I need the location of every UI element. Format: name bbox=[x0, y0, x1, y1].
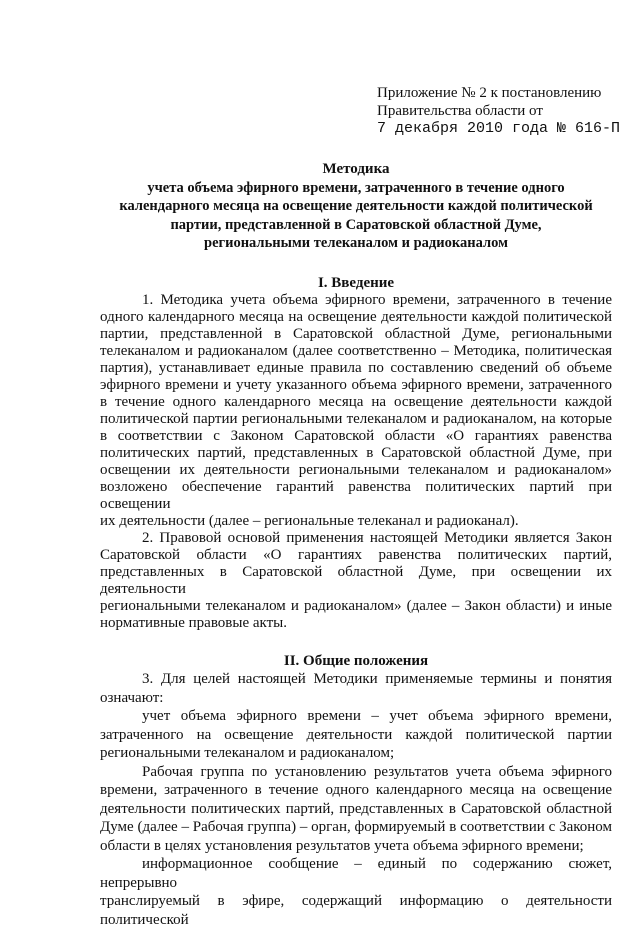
text-line: времени, затраченного в течение одного календарного месяца на освещение bbox=[100, 782, 612, 799]
text-line: их деятельности (далее – региональные телеканал и радиоканал). bbox=[100, 512, 519, 529]
text-line: транслируемый в эфире, содержащий информацию о деятельности политической bbox=[100, 893, 612, 928]
header-date-line: 7 декабря 2010 года № 616-П bbox=[377, 120, 621, 137]
appendix-header bbox=[377, 84, 632, 138]
section-heading: I. Введение bbox=[317, 274, 395, 291]
title-line: учета объема эфирного времени, затраченного в течение одного bbox=[147, 179, 565, 196]
text-line: Рабочая группа по установлению результатов учета объема эфирного bbox=[142, 763, 612, 780]
section-introduction bbox=[100, 275, 612, 632]
section-general-provisions bbox=[100, 652, 612, 929]
text-line: 1. Методика учета объема эфирного времени, затраченного в течение bbox=[142, 291, 612, 308]
text-line: деятельности политических партий, представленных в Саратовской областной bbox=[100, 800, 612, 817]
text-line: информационное сообщение – единый по содержанию сюжет, непрерывно bbox=[100, 856, 612, 891]
document-title bbox=[100, 160, 612, 253]
text-line: политической партии региональными телеканалом и радиоканалом, на которые bbox=[100, 410, 612, 427]
text-line: партии, представленной в Саратовской областной Думе, региональными bbox=[100, 325, 612, 342]
text-line: области в целях установления результатов учета объема эфирного времени; bbox=[100, 837, 584, 854]
title-line: календарного месяца на освещение деятельности каждой политической bbox=[119, 198, 593, 215]
text-line: освещении их деятельности региональными телеканалом и радиоканалом» bbox=[100, 461, 612, 478]
title-line: региональными телеканалом и радиоканалом bbox=[204, 235, 508, 252]
text-line: региональными телеканалом и радиоканалом; bbox=[100, 745, 395, 762]
text-line: означают: bbox=[100, 689, 164, 706]
text-line: в соответствии с Законом Саратовской области «О гарантиях равенства bbox=[100, 427, 612, 444]
text-line: в течение одного календарного месяца на освещение деятельности каждой bbox=[100, 393, 612, 410]
text-line: затраченного на освещение деятельности каждой политической партии bbox=[100, 726, 612, 743]
text-line: нормативные правовые акты. bbox=[100, 614, 288, 631]
text-line: политических партий, представленных в Саратовской областной Думе, при bbox=[100, 444, 612, 461]
text-line: возложено обеспечение гарантий равенства политических партий при освещении bbox=[100, 478, 612, 512]
text-line: одного календарного месяца на освещение деятельности каждой политической bbox=[100, 308, 612, 325]
text-line: учет объема эфирного времени – учет объема эфирного времени, bbox=[142, 708, 612, 725]
text-line: Думе (далее – Рабочая группа) – орган, формируемый в соответствии с Законом bbox=[100, 819, 612, 836]
header-line: Правительства области от bbox=[377, 103, 543, 119]
text-line: 2. Правовой основой применения настоящей Методики является Закон bbox=[142, 529, 612, 546]
text-line: телеканалом и радиоканалом (далее соответственно – Методика, политическая bbox=[100, 342, 612, 359]
title-line: Методика bbox=[322, 161, 390, 177]
text-line: партия), устанавливает единые правила по составлению сведений об объеме bbox=[100, 359, 612, 376]
text-line: представленных в Саратовской областной Думе, при освещении их деятельности bbox=[100, 563, 612, 597]
text-line: эфирного времени и учету указанного объема эфирного времени, затраченного bbox=[100, 376, 612, 393]
text-line: региональными телеканалом и радиоканалом» (далее – Закон области) и иные bbox=[100, 597, 612, 614]
text-line: Саратовской области «О гарантиях равенства политических партий, bbox=[100, 546, 612, 563]
section-heading: II. Общие положения bbox=[283, 652, 429, 669]
header-line: Приложение № 2 к постановлению bbox=[377, 85, 602, 101]
text-line: 3. Для целей настоящей Методики применяемые термины и понятия bbox=[142, 671, 612, 688]
title-line: партии, представленной в Саратовской областной Думе, bbox=[170, 216, 542, 233]
